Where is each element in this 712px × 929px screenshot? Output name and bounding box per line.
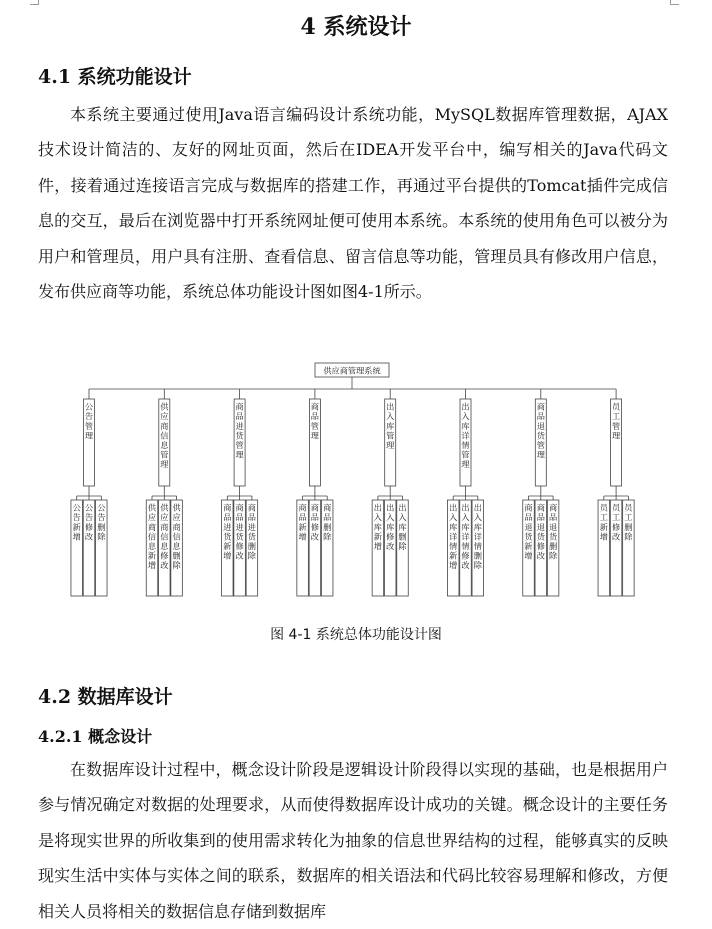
child-label-4-2: 出入库删除: [398, 502, 407, 551]
chapter-title: 4 系统设计: [300, 14, 412, 40]
page-corner-mark-right: [670, 0, 679, 5]
child-label-7-1: 员工修改: [611, 502, 621, 542]
child-label-1-0: 供应商信息新增: [147, 502, 157, 571]
child-label-2-0: 商品进货新增: [223, 502, 232, 561]
child-label-7-2: 员工删除: [624, 502, 633, 542]
section-title-4-1: 4.1 系统功能设计: [38, 66, 192, 88]
child-label-1-2: 供应商信息删除: [172, 502, 181, 571]
figure-caption: 图 4-1 系统总体功能设计图: [270, 627, 442, 643]
page-corner-mark-left: [30, 0, 39, 5]
module-label-3: 商品管理: [310, 401, 320, 441]
child-label-1-1: 供应商信息修改: [160, 502, 169, 571]
child-label-5-1: 出入库详情修改: [461, 502, 470, 571]
child-label-3-2: 商品删除: [323, 502, 332, 542]
child-label-3-1: 商品修改: [310, 502, 320, 542]
child-label-7-0: 员工新增: [599, 502, 608, 542]
child-label-2-1: 商品进货修改: [235, 502, 244, 561]
module-label-0: 公告管理: [84, 401, 94, 441]
subsection-4-2-1-paragraph: 在数据库设计过程中，概念设计阶段是逻辑设计阶段得以实现的基础，也是根据用户参与情况确定对数据的处理要求，从而使得数据库设计成功的关键。概念设计的主要任务是将现实世界的所收集到的使用需求转化为抽象的信息世界结构的过程，能够真实的反映现实生活中实体与实体之间的联系，数据库的相关语法和代码比较容易理解和修改，方便相关人员将相关的数据信息存储到数据库: [38, 760, 668, 921]
child-label-0-0: 公告新增: [72, 502, 81, 542]
child-label-6-2: 商品退货删除: [548, 502, 558, 561]
module-label-4: 出入库管理: [386, 401, 395, 450]
child-label-6-1: 商品退货修改: [536, 502, 545, 561]
child-label-3-0: 商品新增: [298, 502, 307, 542]
child-label-5-2: 出入库详情删除: [473, 502, 482, 571]
child-label-5-0: 出入库详情新增: [449, 502, 458, 571]
function-diagram: [60, 355, 650, 600]
child-label-0-2: 公告删除: [97, 502, 106, 542]
module-label-2: 商品进货管理: [235, 401, 244, 460]
module-label-1: 供应商信息管理: [160, 401, 169, 470]
section-title-4-2: 4.2 数据库设计: [38, 686, 173, 708]
section-4-1-paragraph: 本系统主要通过使用Java语言编码设计系统功能，MySQL数据库管理数据，AJAX技术设计简洁的、友好的网址页面，然后在IDEA开发平台中，编写相关的Java代码文件，接着通过连接语言完成与数据库的搭建工作，再通过平台提供的Tomcat插件完成信息的交互，最后在浏览器中打开系统网址便可使用本系统。本系统的使用角色可以被分为用户和管理员，用户具有注册、查看信息、留言信息等功能，管理员具有修改用户信息，发布供应商等功能，系统总体功能设计图如图4-1所示。: [38, 105, 668, 302]
module-label-6: 商品退货管理: [536, 401, 545, 460]
child-label-0-1: 公告修改: [84, 502, 94, 542]
module-label-5: 出入库详情管理: [461, 401, 470, 470]
child-label-6-0: 商品退货新增: [524, 502, 533, 561]
child-label-4-1: 出入库修改: [386, 502, 395, 551]
subsection-title-4-2-1: 4.2.1 概念设计: [38, 727, 153, 746]
root-label: 供应商管理系统: [323, 365, 381, 376]
module-label-7: 员工管理: [611, 401, 621, 441]
child-label-4-0: 出入库新增: [373, 502, 383, 551]
child-label-2-2: 商品进货删除: [247, 502, 257, 561]
